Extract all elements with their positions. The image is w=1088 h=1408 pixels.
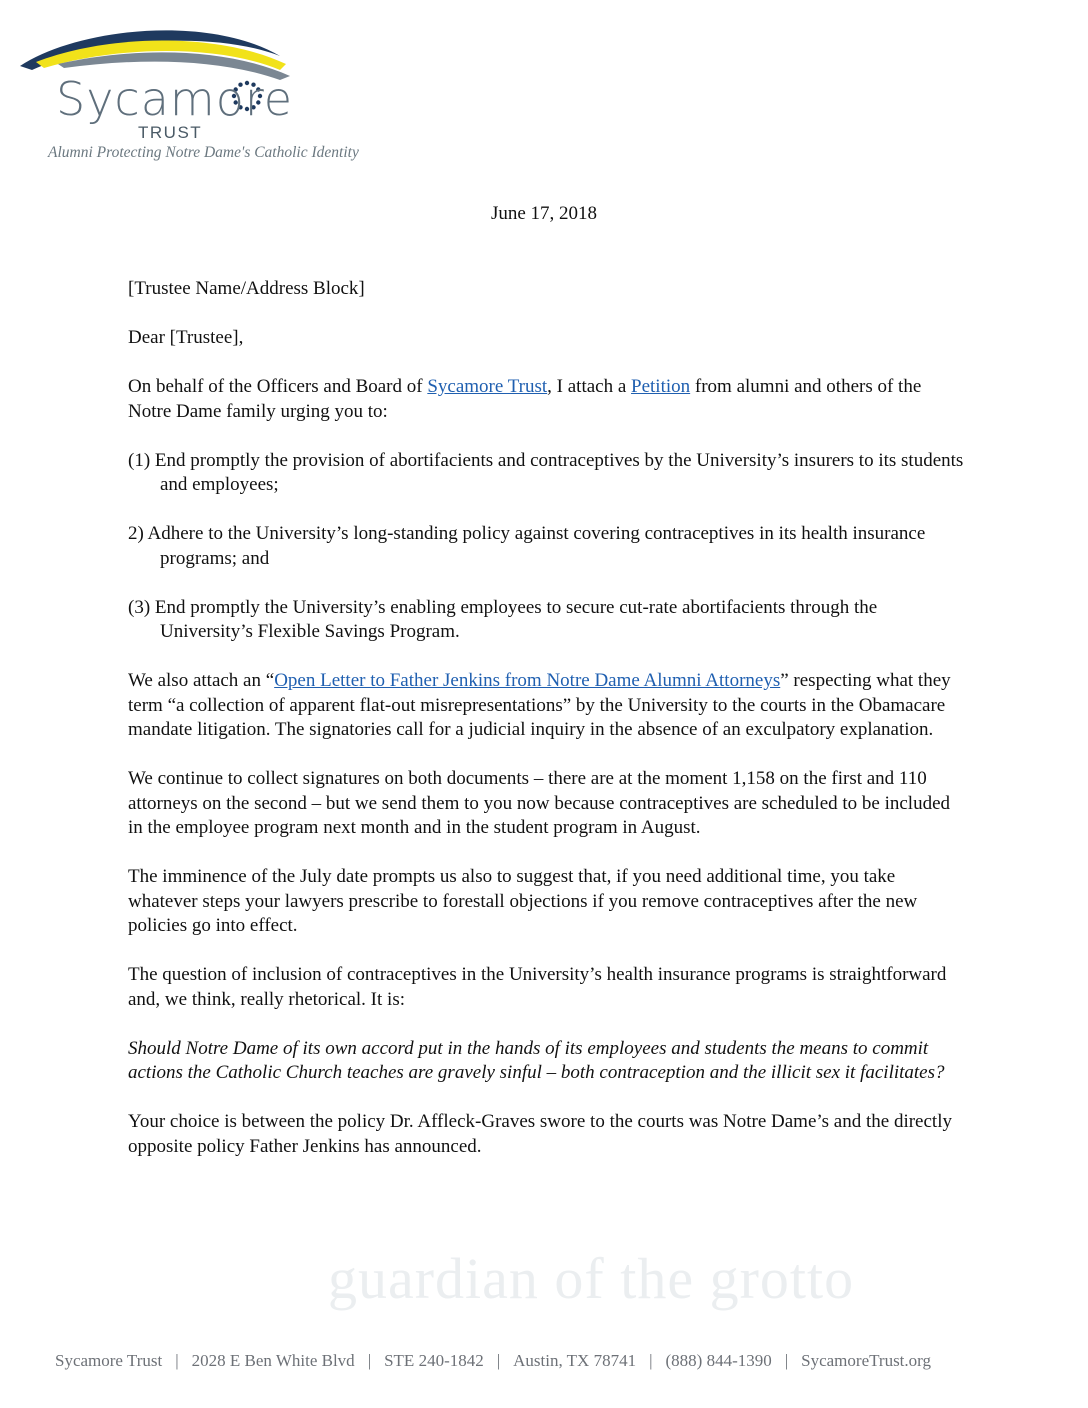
sycamore-trust-logo bbox=[18, 18, 388, 178]
petition-link[interactable]: Petition bbox=[631, 376, 691, 397]
signatures-paragraph: We continue to collect signatures on both documents – there are at the moment 1,158 on the first and 110 attorneys on the second – but we send them to you now because contraceptives are scheduled to be included in the employee program next month and in the student program in August. bbox=[128, 768, 951, 838]
footer-website: SycamoreTrust.org bbox=[801, 1351, 932, 1370]
letter-body bbox=[128, 277, 968, 1184]
question-quote: Should Notre Dame of its own accord put in the hands of its employees and students the means to commit actions the Catholic Church teaches are gravely sinful – both contraception and the illicit sex it facilitates? bbox=[128, 1037, 945, 1083]
address-block: [Trustee Name/Address Block] bbox=[128, 278, 365, 299]
open-letter-link[interactable]: Open Letter to Father Jenkins from Notre Dame Alumni Attorneys bbox=[274, 670, 781, 691]
intro-text-1: On behalf of the Officers and Board of bbox=[128, 376, 428, 397]
sycamore-trust-link[interactable]: Sycamore Trust bbox=[427, 376, 548, 397]
footer-separator: | bbox=[649, 1351, 653, 1370]
request-item-2: 2) Adhere to the University’s long-standing policy against covering contraceptives in its health insurance programs; and bbox=[128, 523, 926, 569]
footer-separator: | bbox=[175, 1351, 179, 1370]
open-letter-text-1: We also attach an “ bbox=[128, 670, 275, 691]
footer-city: Austin, TX 78741 bbox=[513, 1351, 637, 1370]
footer-separator: | bbox=[496, 1351, 501, 1370]
footer-phone: (888) 844-1390 bbox=[665, 1351, 772, 1370]
footer-separator: | bbox=[784, 1351, 789, 1370]
logo-tagline: Alumni Protecting Notre Dame's Catholic Identity bbox=[48, 144, 359, 161]
request-item-1: (1) End promptly the provision of abortifacients and contraceptives by the University’s insurers to its students and employees; bbox=[128, 449, 964, 495]
footer-suite: STE 240-1842 bbox=[384, 1351, 484, 1370]
logo-wordmark: Sycamore bbox=[56, 72, 294, 126]
footer-separator: | bbox=[367, 1351, 372, 1370]
open-letter-text-2: ” respecting what they term “a collection of apparent flat-out misrepresentations” by the University to the courts in the Obamacare mandate litigation. The signatories call for a judicial inquiry in the absence of an exculpatory explanation. bbox=[128, 670, 951, 740]
question-paragraph: The question of inclusion of contraceptives in the University’s health insurance programs is straightforward and, we think, really rhetorical. It is: bbox=[128, 964, 947, 1010]
timing-paragraph: The imminence of the July date prompts us also to suggest that, if you need additional time, you take whatever steps your lawyers prescribe to forestall objections if you remove contraceptives after the new policies go into effect. bbox=[128, 866, 918, 936]
letter-date: June 17, 2018 bbox=[490, 203, 598, 224]
choice-paragraph: Your choice is between the policy Dr. Affleck-Graves swore to the courts was Notre Dame’s and the directly opposite policy Father Jenkins has announced. bbox=[128, 1111, 952, 1157]
footer-street: 2028 E Ben White Blvd bbox=[191, 1351, 355, 1370]
logo-subtitle: TRUST bbox=[138, 123, 203, 142]
watermark-text: guardian of the grotto bbox=[328, 1246, 855, 1311]
intro-text-2: , I attach a bbox=[547, 376, 632, 397]
intro-text-3: from alumni and others of the Notre Dame family urging you to: bbox=[128, 376, 922, 422]
letterhead-footer bbox=[55, 1351, 1055, 1371]
salutation: Dear [Trustee], bbox=[128, 327, 244, 348]
open-letter-paragraph bbox=[128, 669, 968, 743]
intro-paragraph bbox=[128, 375, 968, 424]
request-item-3: (3) End promptly the University’s enabling employees to secure cut-rate abortifacients through the University’s Flexible Savings Program. bbox=[128, 596, 878, 642]
footer-org: Sycamore Trust bbox=[55, 1351, 163, 1370]
